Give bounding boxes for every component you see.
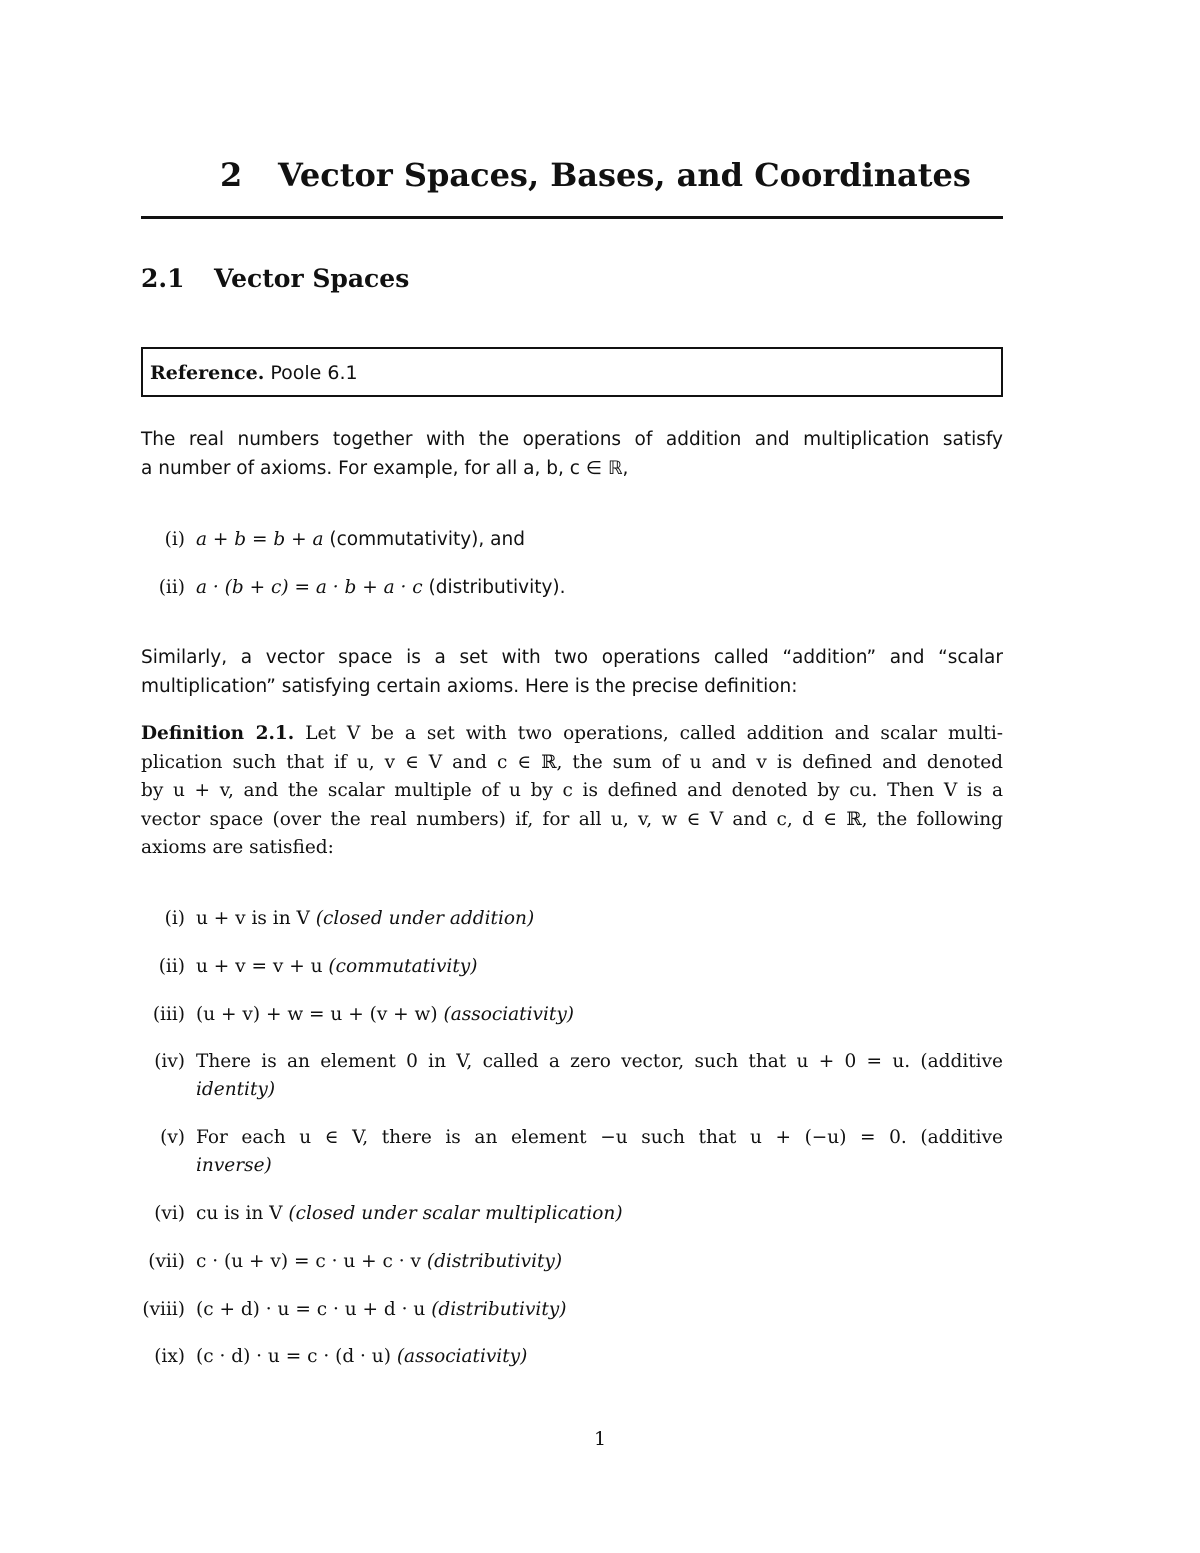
chapter-title (220, 156, 971, 194)
axiom-formula: cu is in V (196, 1203, 283, 1224)
axiom-formula: c · (u + v) = c · u + c · v (196, 1251, 421, 1272)
axiom-label: (ii) (158, 956, 185, 977)
axiom-note: (closed under scalar multiplication) (288, 1203, 623, 1224)
axiom-label: (iv) (154, 1051, 185, 1072)
axiom-note: (distributivity) (426, 1251, 563, 1272)
axiom-label: (iii) (152, 1004, 185, 1025)
similarly-line-1: Similarly, a vector space is a set with two operations called “addition” and “scalar (141, 647, 1003, 668)
real-axiom-formula: a + b = b + a (196, 529, 324, 550)
section-number: 2.1 (141, 264, 185, 293)
real-axiom-note: (commutativity), and (329, 529, 525, 550)
axiom-formula: u + v is in V (196, 908, 310, 929)
definition-line-2: plication such that if u, v ∈ V and c ∈ ℝ, the sum of u and v is defined and denoted (141, 751, 1003, 773)
axiom-line-1: For each u ∈ V, there is an element −u such that u + (−u) = 0. (additive (196, 1127, 1003, 1148)
real-axiom-formula: a · (b + c) = a · b + a · c (196, 577, 423, 598)
definition-line-1-text: Let V be a set with two operations, called addition and scalar multi- (305, 723, 1003, 744)
axiom-label: (vi) (154, 1203, 185, 1224)
definition-heading: Definition 2.1. (141, 723, 295, 744)
definition-line-4: vector space (over the real numbers) if, for all u, v, w ∈ V and c, d ∈ ℝ, the following (141, 808, 1003, 830)
axiom-line-2: identity) (196, 1079, 276, 1100)
axiom-label: (viii) (142, 1299, 185, 1320)
similarly-line-2: multiplication” satisfying certain axioms. Here is the precise definition: (141, 675, 798, 697)
axiom-formula: (c + d) · u = c · u + d · u (196, 1299, 426, 1320)
axiom-note: (closed under addition) (315, 908, 535, 929)
axiom-line-2: inverse) (196, 1155, 272, 1176)
chapter-number: 2 (220, 156, 243, 194)
reference-box (141, 347, 1003, 397)
axiom-line-1: There is an element 0 in V, called a zero vector, such that u + 0 = u. (additive (196, 1051, 1003, 1072)
page-number: 1 (593, 1428, 607, 1450)
reference-text: Poole 6.1 (270, 362, 358, 384)
axiom-label: (v) (160, 1127, 185, 1148)
chapter-title-text: Vector Spaces, Bases, and Coordinates (278, 156, 971, 194)
axiom-note: (commutativity) (328, 956, 478, 977)
intro-paragraph (141, 426, 1003, 483)
axiom-formula: u + v = v + u (196, 956, 323, 977)
chapter-rule (141, 216, 1003, 219)
definition-line-5: axioms are satisfied: (141, 837, 334, 858)
axiom-formula: (u + v) + w = u + (v + w) (196, 1004, 438, 1025)
definition-line-1 (141, 720, 1003, 749)
axiom-note: (distributivity) (431, 1299, 567, 1320)
real-axiom-label: (ii) (158, 577, 185, 598)
axiom-label: (vii) (148, 1251, 185, 1272)
axiom-label: (i) (164, 908, 185, 929)
section-title-text: Vector Spaces (214, 264, 410, 293)
real-axiom-note: (distributivity). (428, 577, 566, 598)
axiom-note: (associativity) (443, 1004, 574, 1025)
intro-line-1: The real numbers together with the operations of addition and multiplication satisfy (141, 429, 1003, 450)
axiom-note: (associativity) (396, 1346, 528, 1367)
definition-line-3: by u + v, and the scalar multiple of u by c is defined and denoted by cu. Then V is a (141, 780, 1003, 801)
intro-line-2: a number of axioms. For example, for all a, b, c ∈ ℝ, (141, 457, 629, 479)
similarly-paragraph (141, 644, 1003, 701)
definition-block (141, 720, 1003, 863)
axiom-formula: (c · d) · u = c · (d · u) (196, 1346, 391, 1367)
reference-label: Reference. (150, 362, 265, 384)
real-axiom-label: (i) (164, 529, 185, 550)
axiom-label: (ix) (154, 1346, 185, 1367)
section-title (141, 264, 409, 293)
